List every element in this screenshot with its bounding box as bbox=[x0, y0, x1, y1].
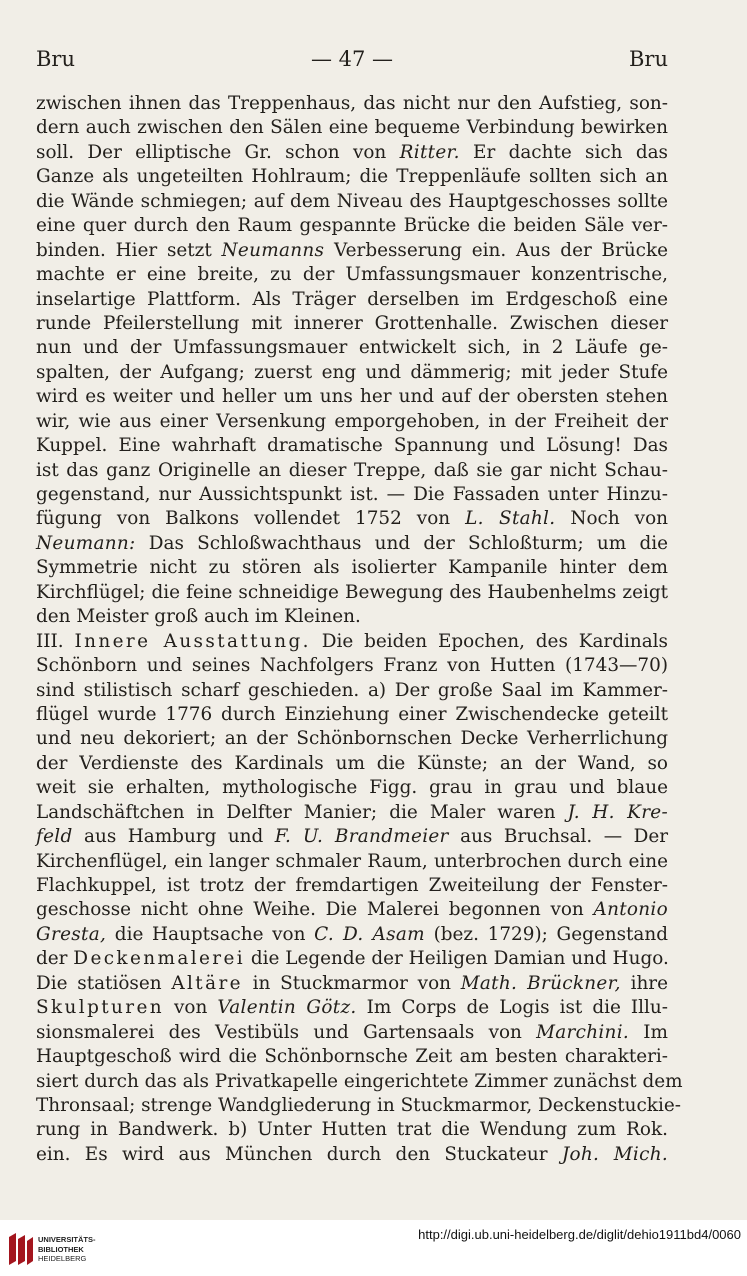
italic-name: Valentin Götz. bbox=[217, 997, 357, 1019]
text-segment: der bbox=[36, 948, 74, 970]
text-segment: sionsmalerei des Vestibüls und Gartensaals von bbox=[36, 1021, 537, 1043]
text-segment: die Wände schmiegen; auf dem Niveau des Hauptgeschosses sollte bbox=[36, 190, 668, 212]
text-line bbox=[36, 288, 668, 312]
text-line bbox=[36, 434, 668, 458]
text-segment: spalten, der Aufgang; zuerst eng und dämmerig; mit jeder Stufe bbox=[36, 361, 668, 383]
text-segment: Kirchenflügel, ein langer schmaler Raum, unterbrochen durch eine bbox=[36, 850, 668, 872]
text-line bbox=[36, 361, 668, 385]
text-segment: Schönborn und seines Nachfolgers Franz von Hutten (1743—70) bbox=[36, 655, 668, 677]
text-line bbox=[36, 1045, 668, 1069]
text-segment: (bez. 1729); Gegenstand bbox=[424, 923, 668, 945]
italic-name: feld bbox=[36, 826, 73, 848]
text-line bbox=[36, 1118, 668, 1142]
text-segment: zwischen ihnen das Treppenhaus, das nicht nur den Aufstieg, son- bbox=[36, 93, 668, 114]
italic-name: Joh. Mich. bbox=[561, 1143, 668, 1165]
italic-name: L. Stahl. bbox=[465, 508, 556, 530]
text-line bbox=[36, 556, 668, 580]
text-line bbox=[36, 312, 668, 336]
text-segment: ihre bbox=[620, 972, 668, 994]
text-segment: Hauptgeschoß wird die Schönbornsche Zeit am besten charakteri- bbox=[36, 1046, 668, 1068]
text-segment: sind stilistisch scharf geschieden. a) Der große Saal im Kammer- bbox=[36, 679, 668, 701]
italic-name: Gresta, bbox=[36, 923, 107, 945]
text-line bbox=[36, 507, 668, 531]
text-segment: Flachkuppel, ist trotz der fremdartigen Zweiteilung der Fenster- bbox=[36, 875, 668, 896]
text-line bbox=[36, 654, 668, 678]
text-line bbox=[36, 776, 668, 800]
text-segment: geschosse nicht ohne Weihe. Die Malerei begonnen von bbox=[36, 899, 594, 921]
spaced-heading: Skulpturen bbox=[36, 997, 164, 1019]
italic-name: F. U. Brandmeier bbox=[274, 826, 449, 848]
library-name-line-3: HEIDELBERG bbox=[38, 1254, 87, 1264]
library-logo-icon bbox=[6, 1231, 34, 1267]
text-segment: Verbesserung ein. Aus der Brücke bbox=[324, 239, 668, 261]
text-segment: die Legende der Heiligen Damian und Hugo. bbox=[245, 948, 669, 970]
text-segment: aus Hamburg und bbox=[72, 826, 275, 848]
text-line bbox=[36, 336, 668, 360]
italic-name: Neumanns bbox=[221, 239, 325, 261]
text-segment: und neu dekoriert; an der Schönbornschen Decke Verherrlichung bbox=[36, 728, 668, 750]
text-line bbox=[36, 605, 668, 629]
text-line bbox=[36, 165, 668, 189]
text-segment: eine quer durch den Raum gespannte Brücke die beiden Säle ver- bbox=[36, 215, 668, 237]
text-line bbox=[36, 752, 668, 776]
spaced-heading: Altäre bbox=[171, 972, 243, 994]
text-segment: Kirchflügel; die feine schneidige Bewegung des Haubenhelms zeigt bbox=[36, 581, 668, 603]
text-segment: fügung von Balkons vollendet 1752 von bbox=[36, 508, 466, 530]
text-line bbox=[36, 1070, 683, 1094]
text-segment: flügel wurde 1776 durch Einziehung einer Zwischendecke geteilt bbox=[36, 703, 668, 725]
text-segment: wird es weiter und heller um uns her und auf der obersten stehen bbox=[36, 386, 668, 408]
text-line bbox=[36, 972, 668, 996]
text-segment: weit sie erhalten, mythologische Figg. grau in grau und blaue bbox=[36, 777, 668, 799]
text-segment: der Verdienste des Kardinals um die Künste; an der Wand, so bbox=[36, 752, 668, 774]
italic-name: Marchini. bbox=[536, 1021, 630, 1043]
text-line bbox=[36, 483, 668, 507]
text-line bbox=[36, 679, 668, 703]
text-segment: in Stuckmarmor von bbox=[242, 972, 461, 994]
text-segment: Thronsaal; strenge Wandgliederung in Stuckmarmor, Deckenstuckie- bbox=[36, 1094, 681, 1116]
text-segment: die Hauptsache von bbox=[106, 923, 315, 945]
text-segment: Landschäftchen in Delfter Manier; die Maler waren bbox=[36, 801, 568, 823]
text-segment: gegenstand, nur Aussichtspunkt ist. — Die Fassaden unter Hinzu- bbox=[36, 484, 668, 505]
page-number: — 47 — bbox=[310, 47, 394, 71]
text-segment: Ganze als ungeteilten Hohlraum; die Treppenläufe sollten sich an bbox=[36, 166, 668, 188]
text-segment: soll. Der elliptische Gr. schon von bbox=[36, 141, 400, 163]
text-line bbox=[36, 923, 668, 947]
text-line bbox=[36, 996, 668, 1020]
text-line bbox=[36, 947, 668, 971]
text-segment: Symmetrie nicht zu stören als isolierter Kampanile hinter dem bbox=[36, 557, 668, 579]
text-segment: Noch von bbox=[555, 508, 668, 530]
text-line bbox=[36, 825, 668, 849]
text-segment: dern auch zwischen den Sälen eine bequeme Verbindung bewirken bbox=[36, 117, 668, 139]
body-text bbox=[36, 92, 683, 1167]
text-line bbox=[36, 727, 668, 751]
text-segment: Die beiden Epochen, des Kardinals bbox=[310, 630, 668, 652]
text-segment: von bbox=[164, 997, 218, 1019]
text-line bbox=[36, 116, 668, 140]
text-line bbox=[36, 214, 668, 238]
text-segment: Im bbox=[629, 1021, 668, 1043]
text-segment: binden. Hier setzt bbox=[36, 239, 222, 261]
text-line bbox=[36, 801, 668, 825]
text-line bbox=[36, 92, 668, 116]
header-right-keyword: Bru bbox=[629, 47, 668, 71]
text-line bbox=[36, 190, 668, 214]
italic-name: Antonio bbox=[593, 899, 668, 921]
text-line bbox=[36, 459, 668, 483]
text-segment: nun und der Umfassungsmauer entwickelt sich, in 2 Läufe ge- bbox=[36, 337, 668, 359]
text-segment: runde Pfeilerstellung mit innerer Grottenhalle. Zwischen dieser bbox=[36, 312, 668, 334]
library-name-line-2: BIBLIOTHEK bbox=[38, 1244, 84, 1254]
text-segment: ein. Es wird aus München durch den Stuckateur bbox=[36, 1143, 562, 1165]
spaced-heading: Deckenmalerei bbox=[73, 948, 246, 970]
text-line bbox=[36, 898, 668, 922]
text-line bbox=[36, 874, 668, 898]
text-line bbox=[36, 532, 668, 556]
text-line bbox=[36, 630, 668, 654]
text-segment: Im Corps de Logis ist die Illu- bbox=[356, 997, 668, 1019]
italic-name: J. H. Kre- bbox=[567, 801, 668, 823]
text-line bbox=[36, 263, 668, 287]
text-line bbox=[36, 1094, 681, 1118]
text-segment: siert durch das als Privatkapelle eingerichtete Zimmer zunächst dem bbox=[36, 1070, 683, 1092]
italic-name: Math. Brückner, bbox=[460, 972, 621, 994]
text-segment: ist das ganz Originelle an dieser Treppe, daß sie gar nicht Schau- bbox=[36, 459, 668, 481]
text-segment: rung in Bandwerk. b) Unter Hutten trat die Wendung zum Rok. bbox=[36, 1119, 668, 1141]
text-line bbox=[36, 1143, 668, 1167]
header-left-keyword: Bru bbox=[36, 47, 75, 71]
text-line bbox=[36, 239, 668, 263]
spaced-heading: Innere Ausstattung. bbox=[74, 630, 311, 652]
text-line bbox=[36, 703, 668, 727]
text-line bbox=[36, 581, 668, 605]
source-url-link[interactable]: http://digi.ub.uni-heidelberg.de/diglit/dehio1911bd4/0060 bbox=[418, 1227, 741, 1242]
text-segment: Das Schloßwachthaus und der Schloßturm; um die bbox=[135, 532, 668, 554]
text-segment: inselartige Plattform. Als Träger derselben im Erdgeschoß eine bbox=[36, 288, 668, 310]
text-line bbox=[36, 141, 668, 165]
text-line bbox=[36, 385, 668, 409]
text-segment: den Meister groß auch im Kleinen. bbox=[36, 606, 361, 628]
text-segment: wir, wie aus einer Versenkung emporgehoben, in der Freiheit der bbox=[36, 410, 668, 432]
library-logo bbox=[6, 1231, 126, 1267]
text-segment: Die statiösen bbox=[36, 972, 172, 994]
library-name-line-1: UNIVERSITÄTS- bbox=[38, 1235, 96, 1244]
running-header bbox=[36, 44, 668, 74]
text-segment: aus Bruchsal. — Der bbox=[448, 826, 669, 848]
text-line bbox=[36, 850, 668, 874]
text-segment: machte er eine breite, zu der Umfassungsmauer konzentrische, bbox=[36, 264, 668, 286]
text-line bbox=[36, 1021, 668, 1045]
italic-name: Ritter. bbox=[399, 141, 460, 163]
text-segment: Kuppel. Eine wahrhaft dramatische Spannung und Lösung! Das bbox=[36, 435, 668, 457]
text-segment: Er dachte sich das bbox=[459, 141, 668, 163]
text-segment: III. bbox=[36, 630, 75, 652]
text-line bbox=[36, 410, 668, 434]
italic-name: Neumann: bbox=[36, 532, 136, 554]
italic-name: C. D. Asam bbox=[314, 923, 425, 945]
